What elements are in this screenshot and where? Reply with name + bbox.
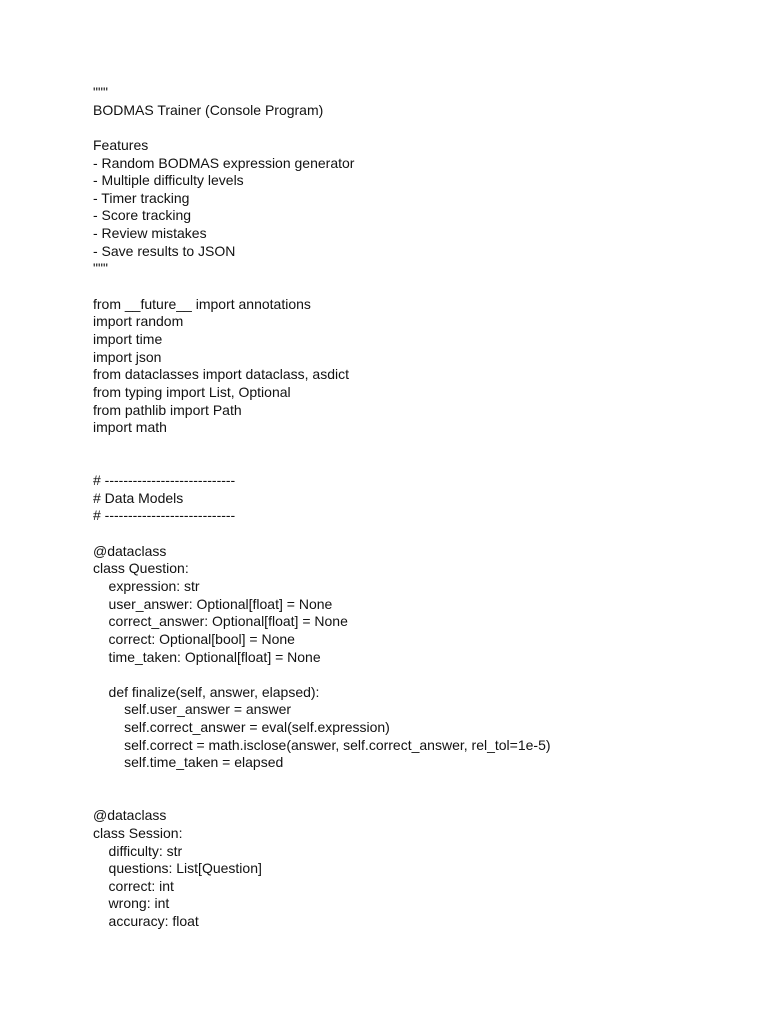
- code-line: - Random BODMAS expression generator: [93, 154, 355, 171]
- code-line: [93, 666, 733, 684]
- code-line: from pathlib import Path: [93, 401, 242, 418]
- code-line: wrong: int: [93, 895, 170, 912]
- code-line: self.correct_answer = eval(self.expression): [93, 719, 390, 736]
- code-line: import json: [93, 348, 162, 365]
- code-line: questions: List[Question]: [93, 860, 262, 877]
- code-line: [93, 454, 733, 472]
- code-line: # ----------------------------: [93, 507, 236, 524]
- code-line: @dataclass: [93, 807, 167, 824]
- code-line: - Multiple difficulty levels: [93, 172, 244, 189]
- code-line: expression: str: [93, 577, 200, 594]
- code-line: class Session:: [93, 824, 183, 841]
- code-line: class Question:: [93, 560, 189, 577]
- code-line: [93, 437, 733, 455]
- code-line: self.correct = math.isclose(answer, self.correct_answer, rel_tol=1e-5): [93, 736, 551, 753]
- code-line: def finalize(self, answer, elapsed):: [93, 683, 320, 700]
- code-line: user_answer: Optional[float] = None: [93, 595, 333, 612]
- code-line: self.time_taken = elapsed: [93, 754, 284, 771]
- code-line: self.user_answer = answer: [93, 701, 292, 718]
- code-line: [93, 772, 733, 790]
- code-line: correct: int: [93, 877, 174, 894]
- code-line: correct: Optional[bool] = None: [93, 630, 295, 647]
- code-line: from dataclasses import dataclass, asdict: [93, 366, 349, 383]
- code-line: - Score tracking: [93, 207, 192, 224]
- code-line: @dataclass: [93, 542, 167, 559]
- code-line: [93, 525, 733, 543]
- code-line: import time: [93, 330, 163, 347]
- code-line: [93, 790, 733, 808]
- code-line: accuracy: float: [93, 913, 199, 930]
- code-line: difficulty: str: [93, 842, 183, 859]
- code-line: [93, 119, 733, 137]
- code-line: - Save results to JSON: [93, 242, 236, 259]
- code-line: - Timer tracking: [93, 189, 190, 206]
- code-line: Features: [93, 136, 149, 153]
- code-line: """: [93, 260, 108, 277]
- code-line: from __future__ import annotations: [93, 295, 311, 312]
- code-document: [93, 84, 733, 931]
- code-line: time_taken: Optional[float] = None: [93, 648, 321, 665]
- code-line: [93, 278, 733, 296]
- code-line: from typing import List, Optional: [93, 383, 291, 400]
- code-line: # Data Models: [93, 489, 184, 506]
- code-line: BODMAS Trainer (Console Program): [93, 101, 324, 118]
- code-line: import random: [93, 313, 184, 330]
- code-line: """: [93, 84, 108, 100]
- code-line: - Review mistakes: [93, 225, 207, 242]
- code-line: correct_answer: Optional[float] = None: [93, 613, 348, 630]
- code-line: import math: [93, 419, 167, 436]
- code-line: # ----------------------------: [93, 472, 236, 489]
